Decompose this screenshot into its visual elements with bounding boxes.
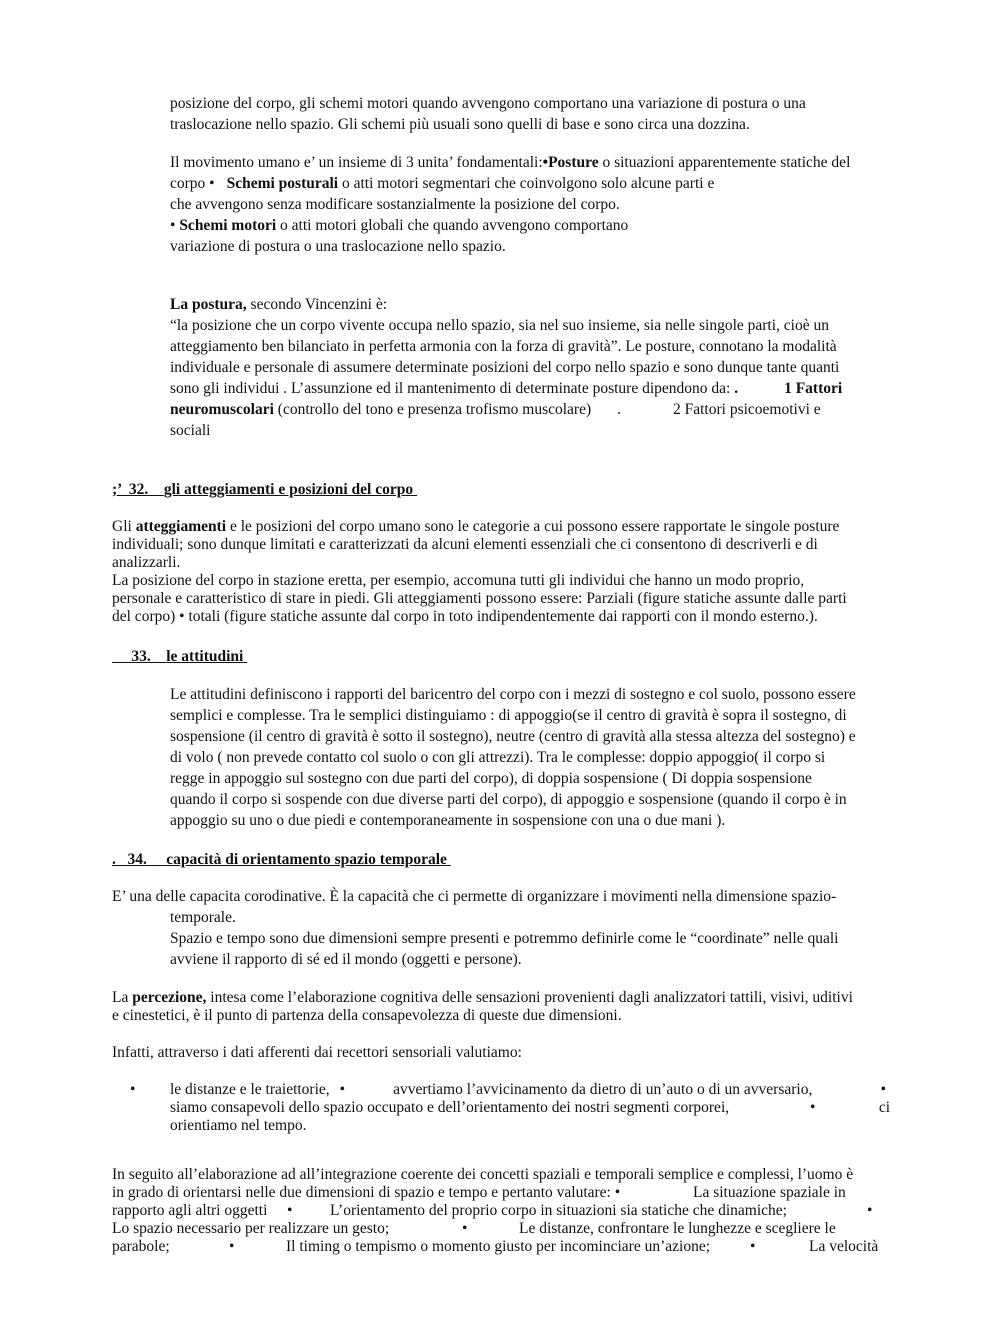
text-line: Spazio e tempo sono due dimensioni sempre presenti e potremmo definirle come le “coordinate” nelle quali [170,930,839,947]
text-line: E’ una delle capacita corodinative. È la capacità che ci permette di organizzare i movimenti nella dimensione spazio- [112,888,837,905]
section-34-paragraph [112,886,892,970]
text-line: del corpo) • totali (figure statiche assunte dal corpo in toto indipendentemente dai rapporti con il mondo esterno.). [112,608,818,625]
text-line: Infatti, attraverso i dati afferenti dai recettori sensoriali valutiamo: [112,1044,522,1061]
text-line: regge in appoggio sul sostegno con due parti del corpo), di doppia sospensione ( Di doppia sospensione [170,770,812,787]
list-item: le distanze e le traiettorie, • avvertiamo l’avvicinamento da dietro di un’auto o di un avversario, • [170,1081,886,1098]
postura-title: La postura, secondo Vincenzini è: [170,296,388,313]
infatti-paragraph [112,1044,892,1062]
text-line: traslocazione nello spazio. Gli schemi più usuali sono quelli di base e sono circa una dozzina. [170,116,750,133]
text-line: Lo spazio necessario per realizzare un gesto; • Le distanze, confrontare le lunghezze e scegliere le [112,1220,836,1237]
text-line: In seguito all’elaborazione ad all’integrazione coerente dei concetti spaziali e temporali semplice e complessi, l’uomo è [112,1166,854,1183]
text-line: neuromuscolari (controllo del tono e presenza trofismo muscolare) . 2 Fattori psicoemotivi e [170,401,821,418]
section-number: ;’ 32. [112,481,149,498]
text-line: variazione di postura o una traslocazione nello spazio. [170,238,506,255]
section-33-heading [112,646,412,667]
text-line: La posizione del corpo in stazione eretta, per esempio, accomuna tutti gli individui che hanno un modo proprio, [112,572,805,589]
text-line: “la posizione che un corpo vivente occupa nello spazio, sia nel suo insieme, sia nelle singole parti, cioè un [170,317,829,334]
text-line: sociali [170,422,211,439]
list-bullet: • [130,1081,136,1098]
text-line: quando il corpo si sospende con due diverse parti del corpo), di appoggio e sospensione (quando il corpo è in [170,791,847,808]
intro-paragraph [170,93,890,135]
seguito-paragraph [112,1166,882,1256]
text-line: La percezione, intesa come l’elaborazione cognitiva delle sensazioni provenienti dagli analizzatori tattili, visivi, uditivi [112,989,853,1006]
text-line: atteggiamento ben bilanciato in perfetta armonia con la forza di gravità”. Le posture, connotano la modalità [170,338,837,355]
section-title: le attitudini [166,648,244,665]
text-line: sono gli individui . L’assunzione ed il mantenimento di determinate posture dipendono da: . 1 Fattori [170,380,843,397]
postura-paragraph [170,294,890,441]
text-line: analizzarli. [112,554,181,571]
text-line: posizione del corpo, gli schemi motori quando avvengono comportano una variazione di postura o una [170,95,806,112]
section-32-heading [112,479,512,500]
section-number: 33. [131,648,151,665]
movimento-paragraph [170,152,890,257]
text-line: temporale. [170,909,236,926]
text-line: Le attitudini definiscono i rapporti del baricentro del corpo con i mezzi di sostegno e col suolo, possono essere [170,686,856,703]
text-line: in grado di orientarsi nelle due dimensioni di spazio e tempo e pertanto valutare: • La situazione spaziale in [112,1184,846,1201]
section-title: gli atteggiamenti e posizioni del corpo [163,481,414,498]
text-line: personale e caratteristico di stare in piedi. Gli atteggiamenti possono essere: Parziali (figure statiche assunte dalle parti [112,590,847,607]
list-item: orientiamo nel tempo. [170,1117,307,1134]
percezione-paragraph [112,989,892,1025]
section-33-paragraph [170,684,890,831]
text-line: corpo • Schemi posturali o atti motori segmentari che coinvolgono solo alcune parti e [170,175,715,192]
bullet-list [112,1081,892,1137]
section-title: capacità di orientamento spazio temporale [166,851,447,868]
text-line: avviene il rapporto di sé ed il mondo (oggetti e persone). [170,951,522,968]
text-line: sospensione (il centro di gravità è sotto il sostegno), neutre (centro di gravità alla stessa altezza del sostegno) e [170,728,856,745]
text-line: e cinestetici, è il punto di partenza della consapevolezza di queste due dimensioni. [112,1007,622,1024]
section-number: . 34. [112,851,147,868]
text-line: semplici e complesse. Tra le semplici distinguiamo : di appoggio(se il centro di gravità è sopra il sostegno, di [170,707,847,724]
text-line: appoggio su uno o due piedi e contemporaneamente in sospensione con una o due mani ). [170,812,726,829]
text-line: individuali; sono dunque limitati e caratterizzati da alcuni elementi essenziali che ci consentono di descriverli e di [112,536,818,553]
text-line: parabole; • Il timing o tempismo o momento giusto per incominciare un’azione; • La velocità [112,1238,879,1255]
list-item: siamo consapevoli dello spazio occupato e dell’orientamento dei nostri segmenti corporei, • ci [170,1099,890,1116]
text-line: Gli atteggiamenti e le posizioni del corpo umano sono le categorie a cui possono essere rapportate le singole posture [112,518,840,535]
text-line: di volo ( non prevede contatto col suolo o con gli attrezzi). Tra le complesse: doppio appoggio( il corpo si [170,749,826,766]
text-line: Il movimento umano e’ un insieme di 3 unita’ fondamentali:•Posture o situazioni apparentemente statiche del [170,154,851,171]
section-34-heading [112,849,512,870]
text-line: rapporto agli altri oggetti • L’orientamento del proprio corpo in situazioni sia statiche che dinamiche; • [112,1202,873,1219]
text-line: individuale e personale di assumere determinate posizioni del corpo nello spazio e sono dunque tante quanti [170,359,840,376]
text-line: • Schemi motori o atti motori globali che quando avvengono comportano [170,217,629,234]
text-line: che avvengono senza modificare sostanzialmente la posizione del corpo. [170,196,620,213]
section-32-paragraph [112,518,892,626]
